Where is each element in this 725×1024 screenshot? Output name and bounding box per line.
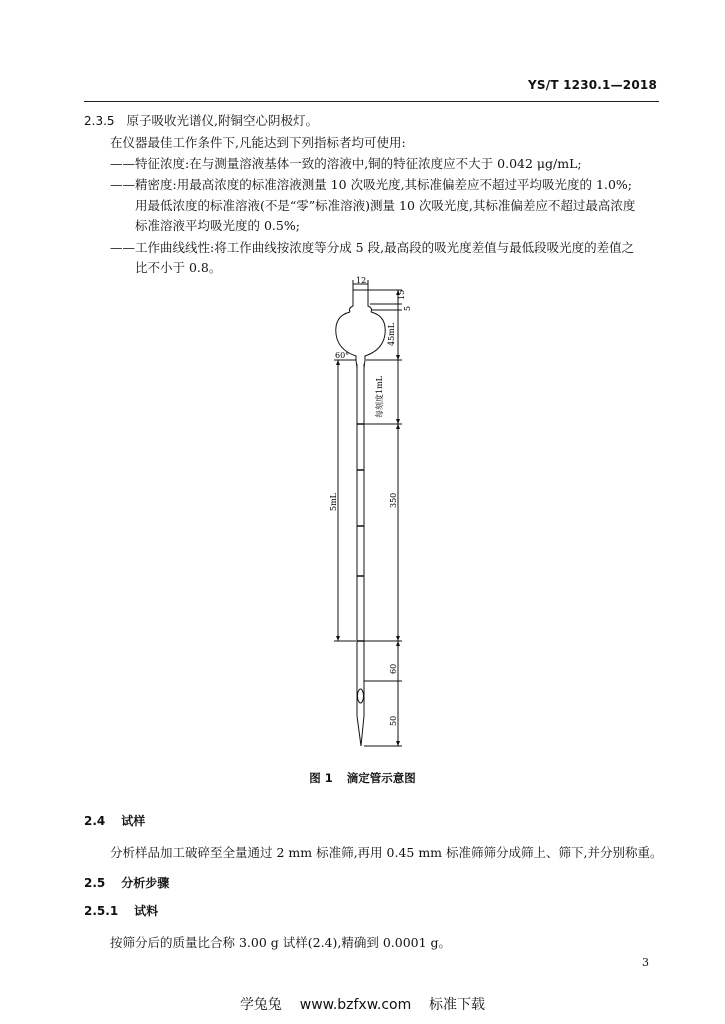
figure-caption — [0, 770, 725, 786]
section-2-5-heading — [84, 874, 169, 891]
section-title: 原子吸收光谱仪,附铜空心阴极灯。 — [126, 113, 319, 128]
burette-diagram — [320, 276, 440, 756]
item-precision-line1: ——精密度:用最高浓度的标准溶液测量 10 次吸光度,其标准偏差应不超过平均吸光度的 1.0%; — [110, 177, 632, 192]
section-number: 2.4 — [84, 814, 106, 828]
sample-preparation-text: 分析样品加工破碎至全量通过 2 mm 标准筛,再用 0.45 mm 标准筛筛分成筛上、筛下,并分别称重。 — [110, 845, 663, 860]
label-volume-5ml: 5mL — [329, 493, 338, 511]
item-precision-line2: 用最低浓度的标准溶液(不是“零”标准溶液)测量 10 次吸光度,其标准偏差应不超过最高浓度 — [135, 198, 636, 213]
section-2-5-1-heading — [84, 902, 158, 919]
footer-url[interactable]: www.bzfxw.com — [299, 997, 412, 1013]
figure-title: 滴定管示意图 — [346, 771, 416, 785]
section-title: 试样 — [121, 814, 146, 828]
section-number: 2.3.5 — [84, 114, 115, 128]
item-precision-line3: 标准溶液平均吸光度的 0.5%; — [135, 218, 300, 233]
section-title: 试料 — [134, 904, 159, 918]
label-graduation: 每刻度1mL — [375, 376, 384, 418]
footer-site-name: 学兔兔 — [239, 997, 282, 1013]
label-dim-60: 60 — [389, 663, 398, 674]
footer-tagline: 标准下载 — [429, 997, 486, 1013]
test-portion-text: 按筛分后的质量比合称 3.00 g 试样(2.4),精确到 0.0001 g。 — [110, 935, 452, 950]
section-2-4-heading — [84, 812, 145, 829]
label-volume-45ml: 45mL — [387, 322, 396, 346]
page-number: 3 — [642, 956, 649, 969]
item-linearity-line1: ——工作曲线线性:将工作曲线按浓度等分成 5 段,最高段的吸光度差值与最低段吸光度的差值之 — [110, 240, 635, 255]
label-angle-60: 60° — [335, 351, 350, 360]
section-2-3-5-heading — [84, 111, 318, 129]
section-title: 分析步骤 — [121, 876, 170, 890]
instrument-intro: 在仪器最佳工作条件下,凡能达到下列指标者均可使用: — [110, 135, 406, 150]
item-characteristic-concentration: ——特征浓度:在与测量溶液基体一致的溶液中,铜的特征浓度应不大于 0.042 μg/mL; — [110, 156, 582, 171]
label-top-width: 12 — [356, 276, 367, 285]
section-number: 2.5.1 — [84, 904, 119, 918]
section-number: 2.5 — [84, 876, 106, 890]
document-code: YS/T 1230.1—2018 — [528, 78, 657, 92]
header-rule — [84, 101, 659, 102]
item-linearity-line2: 比不小于 0.8。 — [135, 260, 222, 275]
label-dim-350: 350 — [389, 492, 398, 508]
footer-watermark — [0, 994, 725, 1014]
label-dim-15: 15 — [397, 289, 406, 300]
label-dim-50: 50 — [389, 715, 398, 726]
label-dim-5: 5 — [403, 305, 412, 311]
figure-number: 图 1 — [309, 771, 333, 785]
